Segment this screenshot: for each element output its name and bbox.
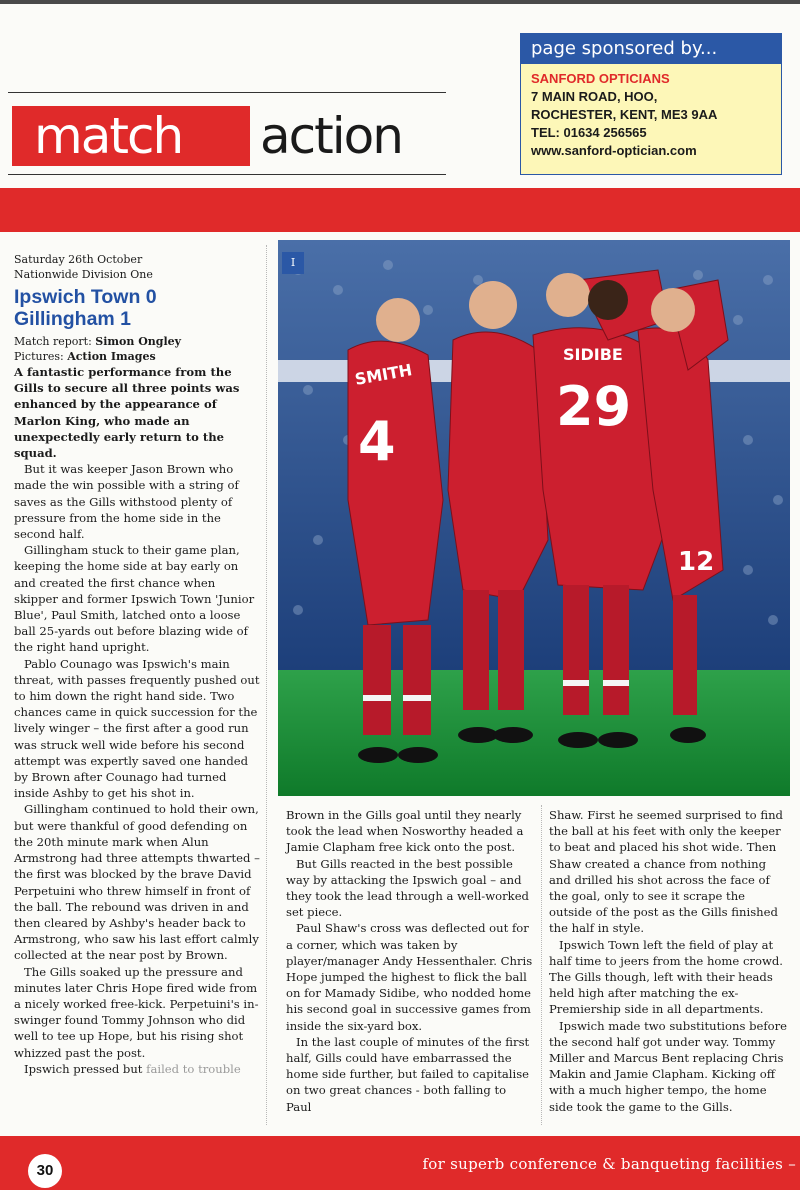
title-rule-top <box>8 92 446 93</box>
shirt-number-29: 29 <box>556 375 632 438</box>
score-away: Gillingham 1 <box>14 308 132 330</box>
sponsor-address-line2: ROCHESTER, KENT, ME3 9AA <box>531 107 718 122</box>
paragraph: But it was keeper Jason Brown who made the win possible with a string of saves as the Gills withstood plenty of pressure from the home side in the second half. <box>14 462 239 542</box>
celebration-illustration <box>278 240 790 796</box>
sponsor-website: www.sanford-optician.com <box>531 143 697 158</box>
section-title <box>8 92 446 180</box>
lead-paragraph: A fantastic performance from the Gills to secure all three points was enhanced by the appearance of Marlon King, who made an unexpectedly early return to the squad. <box>14 365 240 461</box>
competition: Nationwide Division One <box>14 268 153 281</box>
article-column-3 <box>549 807 789 1115</box>
paragraph: Gillingham continued to hold their own, but were thankful of good defending on the 20th minute mark when Alun Armstrong had three attempts thwarted – the first was blocked by the brave David Perpetuini who threw himself in front of the ball. The rebound was driven in and then cleared by Ashby's header back to Armstrong, who saw his last effort calmly collected at the near post by Brown. <box>14 802 260 963</box>
match-date: Saturday 26th October <box>14 253 143 266</box>
shirt-number-12: 12 <box>678 547 715 577</box>
pictures-source: Action Images <box>67 350 156 363</box>
footer-tagline: for superb conference & banqueting facilities – <box>422 1155 796 1173</box>
title-match: match <box>12 106 250 166</box>
sponsor-heading: page sponsored by... <box>521 34 781 64</box>
paragraph: The Gills soaked up the pressure and minutes later Chris Hope fired wide from a nicely worked free-kick. Perpetuini's in-swinger found Tommy Johnson who did well to tee up Hope, but his rising shot whizzed past the post. <box>14 964 259 1060</box>
paragraph: Shaw. First he seemed surprised to find the ball at his feet with only the keeper to beat and placed his shot wide. Then Shaw created a chance from nothing and drilled his shot across the face of the goal, only to see it scrape the outside of the post as the Gills finished the half in style. <box>549 808 783 936</box>
paragraph: Ipswich Town left the field of play at half time to jeers from the home crowd. The Gills though, left with their heads held high after matching the ex-Premiership side in all departments. <box>549 937 783 1017</box>
score-home: Ipswich Town 0 <box>14 286 157 308</box>
page-number: 30 <box>28 1154 62 1188</box>
pictures-credit <box>14 349 260 364</box>
article-column-2 <box>286 807 534 1115</box>
report-label: Match report: <box>14 335 96 348</box>
header-red-band <box>0 188 800 232</box>
match-photo <box>278 240 790 796</box>
reporter-name: Simon Ongley <box>95 335 182 348</box>
column-divider <box>266 245 267 1125</box>
paragraph: Paul Shaw's cross was deflected out for a corner, which was taken by player/manager Andy Hessenthaler. Chris Hope jumped the highest to flick the ball on for Mamady Sidibe, who nodded home his second goal in successive games from inside the six-yard box. <box>286 921 533 1033</box>
top-edge-line <box>0 0 800 4</box>
shirt-name-smith: SMITH <box>353 360 414 389</box>
paragraph: But Gills reacted in the best possible way by attacking the Ipswich goal – and they took the lead through a well-worked set piece. <box>286 856 529 920</box>
paragraph: Gillingham stuck to their game plan, keeping the home side at bay early on and created the first chance when skipper and former Ipswich Town 'Junior Blue', Paul Smith, latched onto a loose ball 25-yards out before blazing wide of the right hand upright. <box>14 543 255 655</box>
paragraph: Ipswich made two substitutions before the second half got under way. Tommy Miller and Marcus Bent replacing Chris Makin and Jamie Clapham. Kicking off with a much higher tempo, the home side took the game to the Gills. <box>549 1018 788 1114</box>
paragraph <box>14 1061 260 1077</box>
paragraph: In the last couple of minutes of the first half, Gills could have embarrassed the home side further, but failed to capitalise on two great chances - both falling to Paul <box>286 1034 530 1114</box>
sponsor-name: SANFORD OPTICIANS <box>531 71 670 86</box>
title-action: action <box>260 107 402 165</box>
paragraph-text: Ipswich pressed but <box>24 1061 147 1076</box>
column-divider <box>541 805 542 1125</box>
paragraph: Brown in the Gills goal until they nearly took the lead when Nosworthy headed a Jamie Clapham free kick onto the post. <box>286 808 524 855</box>
shirt-name-sidibe: SIDIBE <box>563 345 623 364</box>
paragraph: Pablo Counago was Ipswich's main threat, with passes frequently pushed out to him down the right hand side. Two chances came in quick succession for the lively winger – the first after a good run was struck well wide before his second attempt was expertly saved one handed by Brown after Counago had turned inside Ashby to get his shot in. <box>14 656 260 801</box>
paragraph-text-faded: failed to trouble <box>146 1061 241 1076</box>
pictures-label: Pictures: <box>14 350 68 363</box>
article-column-1 <box>14 252 260 1077</box>
report-credit <box>14 334 260 349</box>
photo-number: I <box>282 252 304 274</box>
title-rule-bottom <box>8 174 446 175</box>
shirt-number-4: 4 <box>358 410 396 473</box>
sponsor-phone: TEL: 01634 256565 <box>531 125 647 140</box>
sponsor-address-line1: 7 MAIN ROAD, HOO, <box>531 89 658 104</box>
sponsor-box <box>520 33 782 175</box>
